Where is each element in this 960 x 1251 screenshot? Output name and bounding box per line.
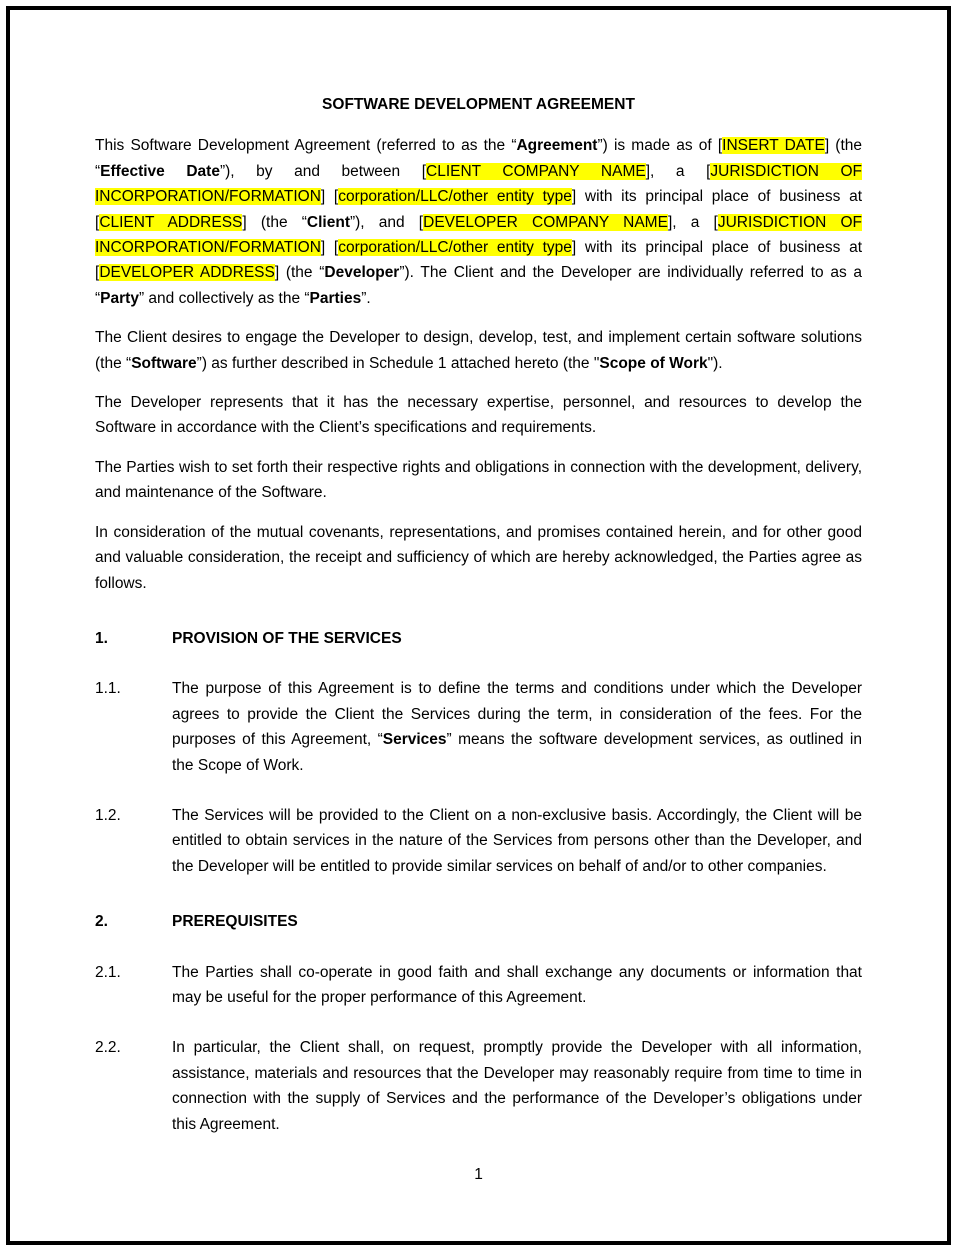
text-run: ] (the “	[95, 137, 862, 180]
page-number: 1	[474, 1166, 483, 1183]
clause-text: The Parties shall co-operate in good faith and shall exchange any documents or information that may be useful for the proper performance of this Agreement.	[172, 963, 862, 1006]
text-run: ” and collectively as the “	[138, 289, 310, 307]
text-run: Scope of Work	[599, 354, 708, 372]
text-run: ] [	[320, 188, 339, 206]
highlighted-placeholder: corporation/LLC/other entity type	[338, 188, 572, 206]
section-heading-2	[95, 909, 862, 934]
text-run: ] with its principal place of business at [	[95, 239, 862, 282]
text-run: Agreement	[516, 137, 598, 155]
text-run: ").	[707, 354, 723, 372]
text-run: ] with its principal place of business at [	[95, 188, 862, 231]
paragraph-recital-developer: The Developer represents that it has the necessary expertise, personnel, and resources to develop the Software in accordance with the Client’s specifications and requirements.	[95, 394, 862, 437]
highlighted-placeholder: DEVELOPER ADDRESS	[99, 264, 275, 282]
clause-text	[172, 676, 862, 778]
text-run: ], a [	[667, 213, 718, 231]
highlighted-placeholder: DEVELOPER COMPANY NAME	[423, 213, 668, 231]
text-run: ”), by and between [	[219, 162, 426, 180]
paragraph-recital-parties: The Parties wish to set forth their respective rights and obligations in connection with the development, delivery, and maintenance of the Software.	[95, 458, 862, 502]
clause-2-2	[95, 1035, 862, 1137]
clause-text: The Services will be provided to the Client on a non-exclusive basis. Accordingly, the Client will be entitled to obtain services in the nature of the Services from persons other than the Developer, and the Developer will be entitled to provide similar services on behalf of and/or to other companies.	[172, 806, 862, 875]
section-title: PROVISION OF THE SERVICES	[172, 629, 402, 647]
text-run: Parties	[309, 289, 362, 307]
document-title: SOFTWARE DEVELOPMENT AGREEMENT	[322, 96, 635, 113]
highlighted-placeholder: JURISDICTION OF INCORPORATION/FORMATION	[95, 162, 862, 206]
text-run: The purpose of this Agreement is to define the terms and conditions under which the Developer agrees to provide the Client the Services during the term, in consideration of the fees. For the purposes of this Agreement, “	[172, 680, 862, 749]
clause-text: In particular, the Client shall, on request, promptly provide the Developer with all information, assistance, materials and resources that the Developer may reasonably require from time to time in connection with the supply of Services and the performance of the Developer’s obligations under this Agreement.	[172, 1039, 862, 1133]
text-run: ”). The Client and the Developer are individually referred to as a “	[95, 264, 862, 307]
section-number: 2.	[95, 913, 108, 931]
clause-1-2	[95, 803, 862, 879]
highlighted-placeholder: CLIENT ADDRESS	[99, 213, 243, 231]
text-run: Client	[306, 213, 350, 231]
document-content	[95, 92, 862, 1137]
clause-number: 1.1.	[95, 680, 121, 698]
text-run: ” means the software development services, as outlined in the Scope of Work.	[172, 731, 862, 774]
text-run: Party	[100, 289, 139, 307]
text-run: ”) as further described in Schedule 1 attached hereto (the "	[196, 354, 600, 372]
section-number: 1.	[95, 629, 108, 647]
section-heading-1	[95, 626, 862, 651]
clause-number: 1.2.	[95, 806, 121, 824]
paragraph-recital-consideration: In consideration of the mutual covenants, representations, and promises contained herein, and for other good and valuable consideration, the receipt and sufficiency of which are hereby acknowledged, the Parties agree as follows.	[95, 523, 862, 592]
highlighted-placeholder: INSERT DATE	[722, 137, 825, 155]
paragraph-preamble	[95, 133, 862, 311]
text-run: ”.	[361, 289, 371, 307]
clause-number: 2.1.	[95, 963, 121, 981]
paragraph-recital-engagement	[95, 325, 862, 376]
section-title: PREREQUISITES	[172, 913, 298, 931]
text-run: Developer	[324, 264, 400, 282]
text-run: ”) is made as of [	[597, 137, 723, 155]
highlighted-placeholder: corporation/LLC/other entity type	[338, 239, 572, 257]
text-run: ”), and [	[349, 213, 424, 231]
text-run: ] (the “	[242, 213, 307, 231]
clause-2-1	[95, 960, 862, 1011]
text-run: The Client desires to engage the Developer to design, develop, test, and implement certain software solutions (the “	[95, 329, 862, 372]
text-run: This Software Development Agreement (referred to as the “	[95, 137, 517, 155]
clause-1-1	[95, 676, 862, 778]
text-run: Effective Date	[100, 162, 220, 180]
clause-number: 2.2.	[95, 1039, 121, 1057]
highlighted-placeholder: CLIENT COMPANY NAME	[426, 162, 646, 180]
text-run: ] (the “	[274, 264, 325, 282]
text-run: Services	[382, 731, 447, 749]
text-run: Software	[131, 354, 197, 372]
highlighted-placeholder: JURISDICTION OF INCORPORATION/FORMATION	[95, 213, 863, 257]
text-run: ], a [	[645, 162, 711, 180]
text-run: ] [	[320, 239, 339, 257]
